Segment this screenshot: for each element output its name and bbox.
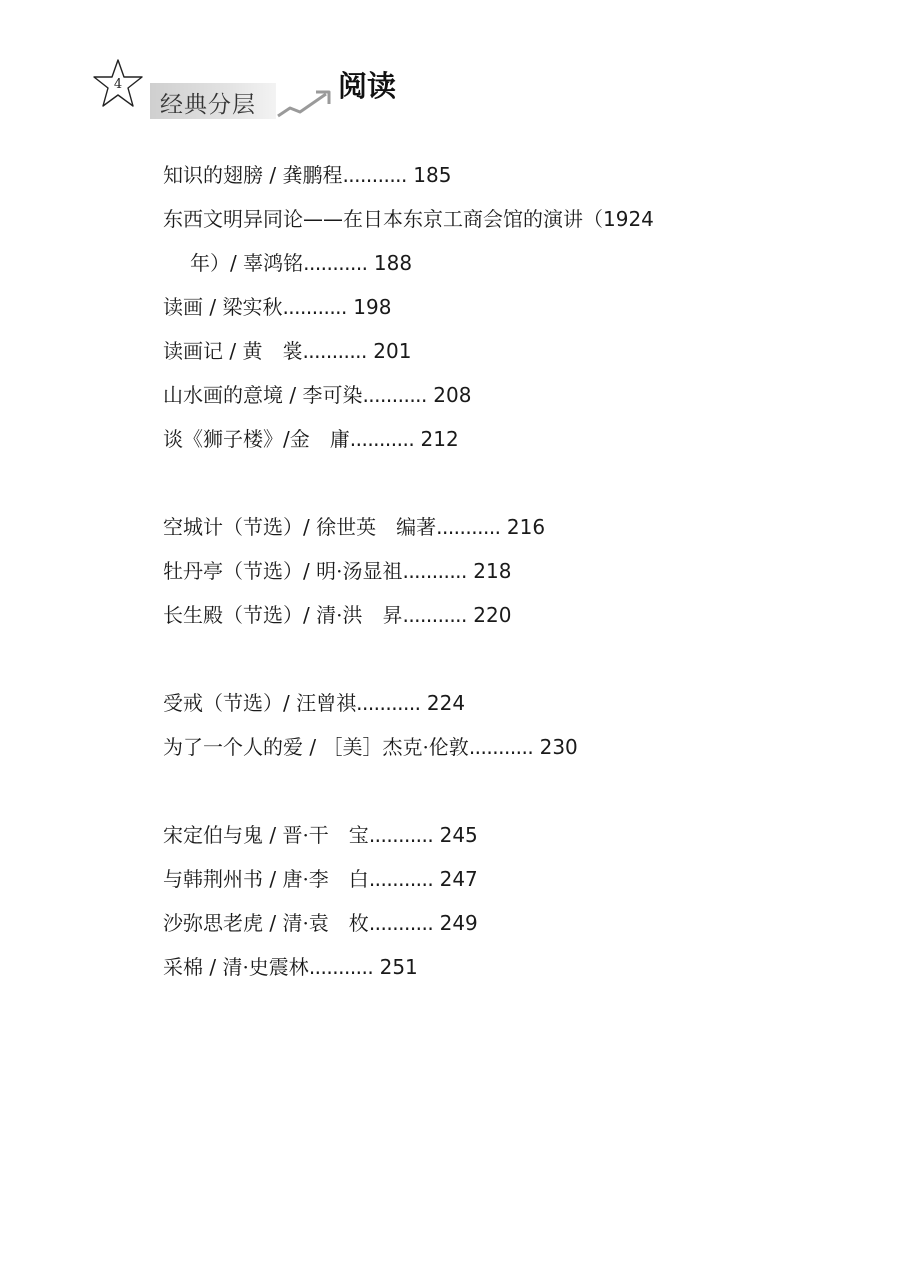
entry-page-number: 212 <box>414 427 459 451</box>
entry-page-number: 224 <box>420 691 466 715</box>
entry-page-number: 249 <box>433 911 478 935</box>
trend-arrow-icon <box>276 82 340 122</box>
leader-dots: ........... <box>368 823 434 847</box>
toc-entry[interactable] <box>163 505 863 549</box>
entry-title: 宋定伯与鬼 / <box>163 823 283 847</box>
entry-page-number: 220 <box>466 603 512 627</box>
toc-entry[interactable] <box>163 593 863 637</box>
entry-author: 清·史震林 <box>222 955 309 979</box>
toc-entry[interactable] <box>163 329 863 373</box>
entry-title: 知识的翅膀 / <box>163 163 283 187</box>
entry-page-number: 251 <box>373 955 418 979</box>
entry-page-number: 218 <box>466 559 512 583</box>
entry-title: 谈《狮子楼》/ <box>163 427 290 451</box>
leader-dots: ........... <box>436 515 501 539</box>
entry-title: 年）/ <box>190 251 244 275</box>
entry-author: 黄 裳 <box>242 339 303 363</box>
entry-author: 唐·李 白 <box>282 867 369 891</box>
entry-title: 东西文明异同论——在日本东京工商会馆的演讲（1924 <box>163 207 654 231</box>
section-title: 阅读 <box>338 69 397 103</box>
toc-entry[interactable] <box>163 153 863 197</box>
entry-author: 龚鹏程 <box>282 163 343 187</box>
toc-entry[interactable] <box>163 549 863 593</box>
entry-page-number: 247 <box>433 867 478 891</box>
leader-dots: ........... <box>402 603 467 627</box>
entry-author: 徐世英 编著 <box>316 515 437 539</box>
entry-author: 明·汤显祖 <box>316 559 403 583</box>
leader-dots: ........... <box>308 955 374 979</box>
group-spacer <box>163 637 863 681</box>
leader-dots: ........... <box>368 911 434 935</box>
entry-title: 空城计（节选）/ <box>163 515 317 539</box>
toc-entry[interactable] <box>163 681 863 725</box>
entry-page-number: 216 <box>500 515 546 539</box>
toc-entry[interactable] <box>163 285 863 329</box>
toc-entry[interactable] <box>163 197 863 241</box>
leader-dots: ........... <box>342 163 407 187</box>
entry-title: 牡丹亭（节选）/ <box>163 559 317 583</box>
entry-title: 山水画的意境 / <box>163 383 303 407</box>
entry-title: 采棉 / <box>163 955 223 979</box>
entry-page-number: 245 <box>433 823 478 847</box>
page-number: 4 <box>113 76 123 92</box>
entry-author: 汪曾祺 <box>296 691 357 715</box>
toc-entry[interactable] <box>163 417 863 461</box>
entry-author: 李可染 <box>302 383 363 407</box>
group-spacer <box>163 461 863 505</box>
entry-title: 与韩荆州书 / <box>163 867 283 891</box>
leader-dots: ........... <box>402 559 467 583</box>
entry-author: 清·袁 枚 <box>282 911 369 935</box>
toc-entry-continuation[interactable] <box>163 241 863 285</box>
series-title: 经典分层 <box>160 92 256 118</box>
entry-title: 长生殿（节选）/ <box>163 603 317 627</box>
toc-entry[interactable] <box>163 725 863 769</box>
toc-entry[interactable] <box>163 901 863 945</box>
entry-author: 晋·干 宝 <box>282 823 369 847</box>
entry-title: 读画 / <box>163 295 223 319</box>
entry-title: 读画记 / <box>163 339 243 363</box>
toc-entry[interactable] <box>163 945 863 989</box>
entry-author: ［美］杰克·伦敦 <box>322 735 469 759</box>
leader-dots: ........... <box>282 295 347 319</box>
entry-title: 受戒（节选）/ <box>163 691 297 715</box>
entry-author: 辜鸿铭 <box>243 251 304 275</box>
group-spacer <box>163 769 863 813</box>
leader-dots: ........... <box>368 867 434 891</box>
table-of-contents <box>163 153 863 989</box>
entry-page-number: 201 <box>366 339 412 363</box>
entry-page-number: 198 <box>346 295 392 319</box>
entry-title: 为了一个人的爱 / <box>163 735 323 759</box>
leader-dots: ........... <box>356 691 421 715</box>
entry-page-number: 208 <box>426 383 472 407</box>
entry-page-number: 188 <box>367 251 413 275</box>
entry-author: 金 庸 <box>289 427 350 451</box>
leader-dots: ........... <box>302 339 367 363</box>
leader-dots: ........... <box>362 383 427 407</box>
entry-title: 沙弥思老虎 / <box>163 911 283 935</box>
page-header <box>0 0 900 140</box>
toc-entry[interactable] <box>163 813 863 857</box>
entry-page-number: 185 <box>406 163 452 187</box>
leader-dots: ........... <box>349 427 415 451</box>
toc-entry[interactable] <box>163 857 863 901</box>
entry-author: 清·洪 昇 <box>316 603 403 627</box>
leader-dots: ........... <box>303 251 368 275</box>
toc-entry[interactable] <box>163 373 863 417</box>
entry-author: 梁实秋 <box>222 295 283 319</box>
entry-page-number: 230 <box>533 735 578 759</box>
leader-dots: ........... <box>468 735 534 759</box>
